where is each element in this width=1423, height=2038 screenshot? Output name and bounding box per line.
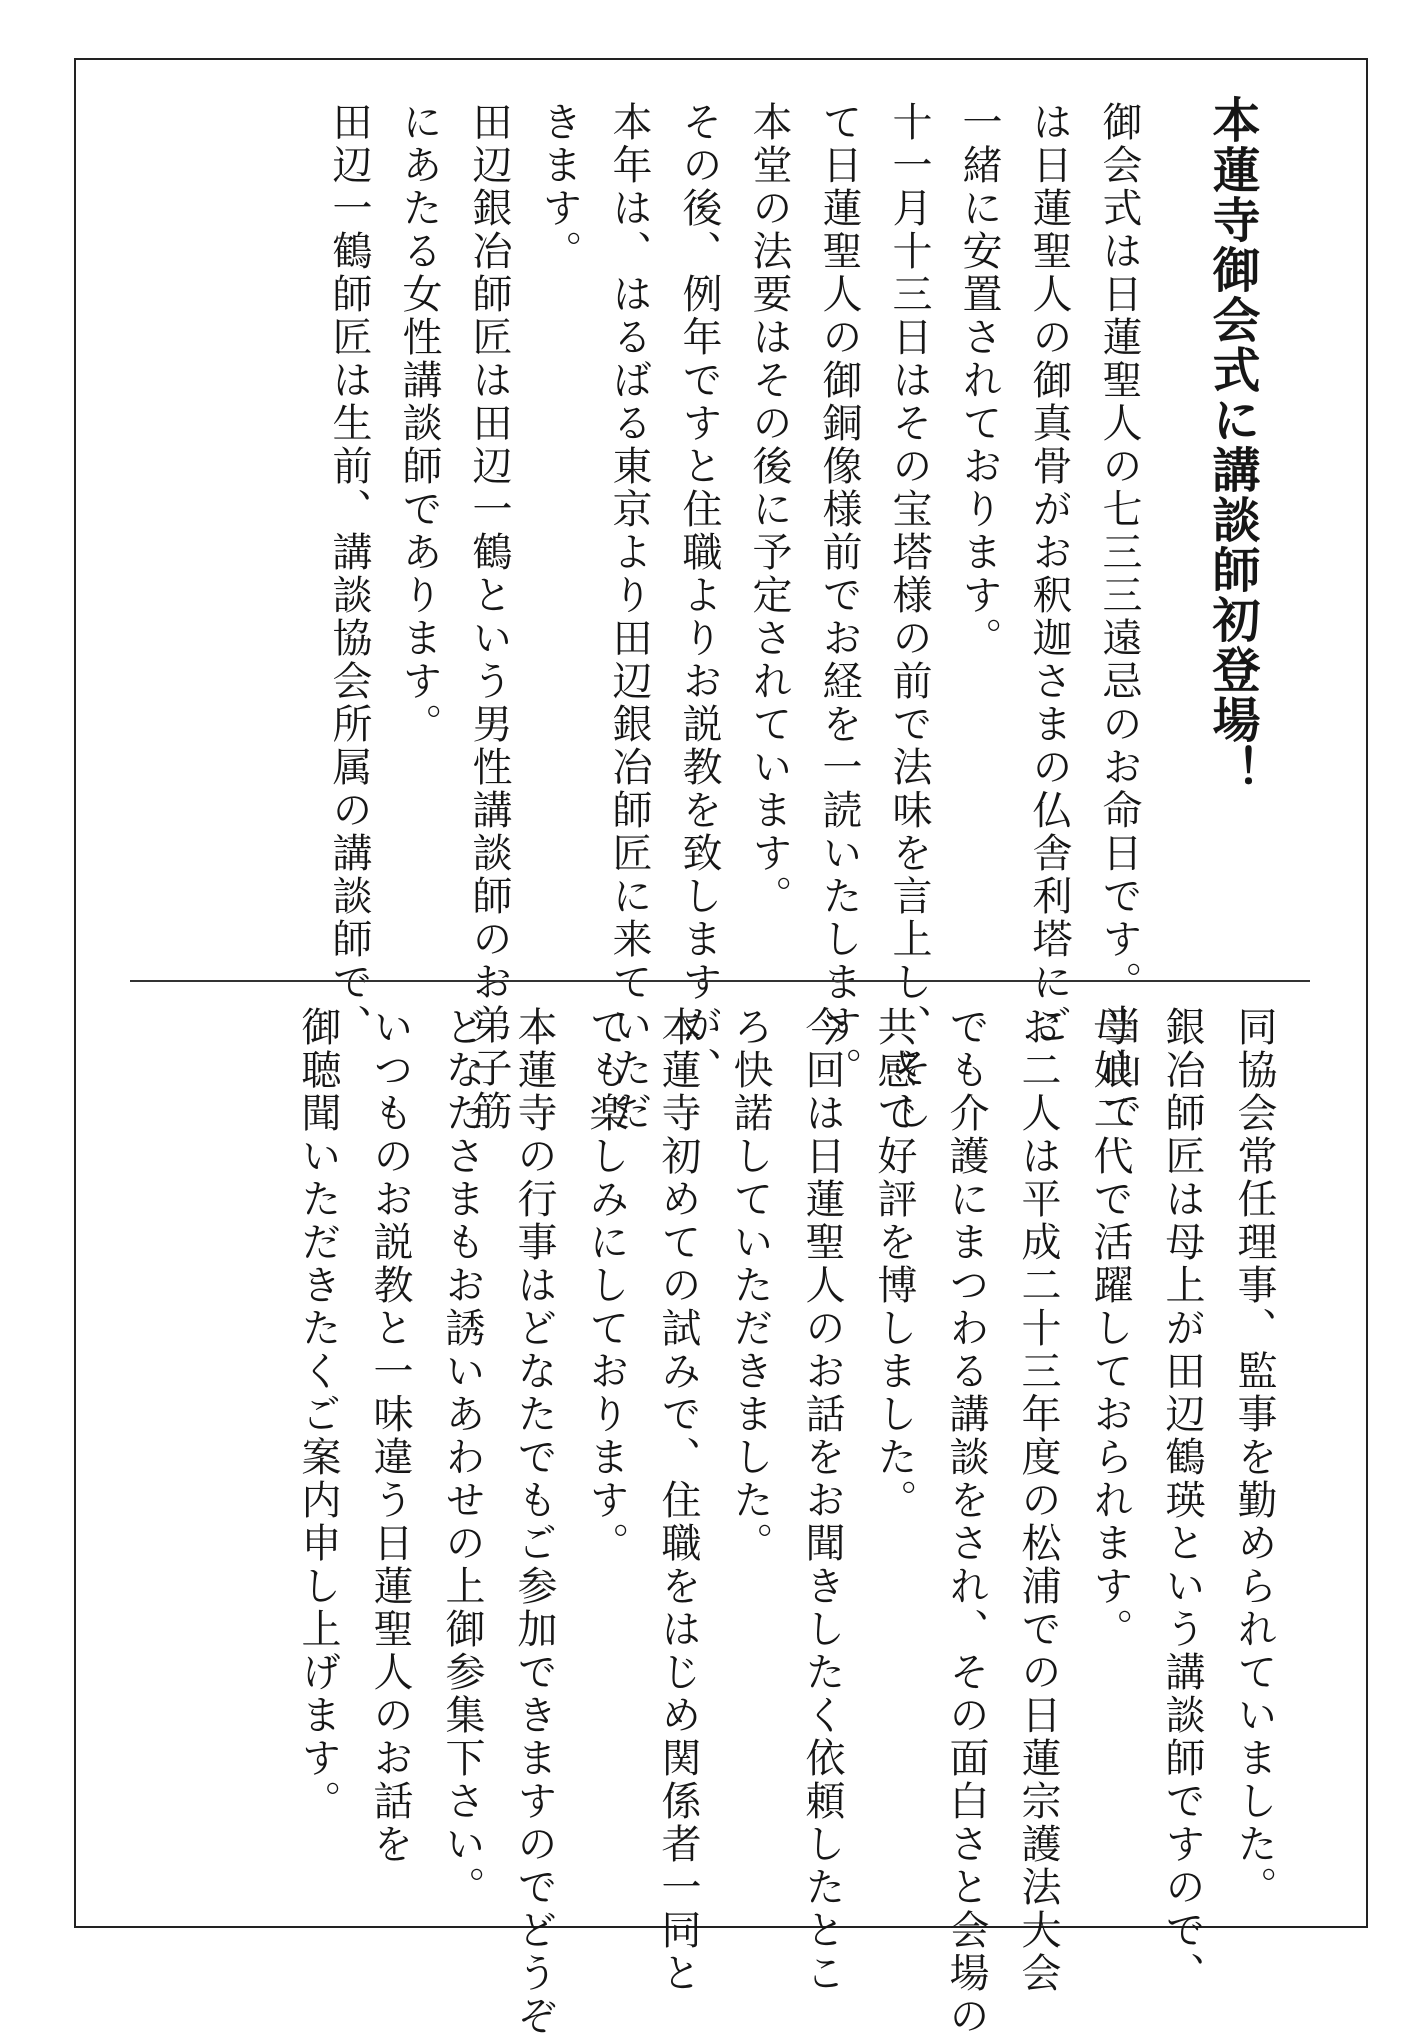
paragraph-line: でも介護にまつわる講談をされ、その面白さと会場の <box>943 1006 989 2038</box>
paragraph-line: 共感で好評を博しました。 <box>871 1006 917 1522</box>
paragraph-line: ろ快諾していただきました。 <box>727 1006 773 1565</box>
paragraph-line: お二人は平成二十三年度の松浦での日蓮宗護法大会 <box>1015 1006 1061 1995</box>
paragraph-line: 本蓮寺初めての試みで、住職をはじめ関係者一同と <box>655 1006 701 1995</box>
top-section <box>150 95 1280 1133</box>
paragraph-line: 本堂の法要はその後に予定されています。 <box>746 101 792 918</box>
paragraph-line: は日蓮聖人の御真骨がお釈迦さまの仏舎利塔にご <box>1026 101 1072 1047</box>
paragraph-line: 銀冶師匠は母上が田辺鶴瑛という講談師ですので、 <box>1159 1006 1205 1995</box>
paragraph-line: 御聴聞いただきたくご案内申し上げます。 <box>295 1006 341 1823</box>
paragraph-line: ても楽しみにしております。 <box>583 1006 629 1565</box>
title-spacer <box>1154 95 1184 940</box>
section-divider <box>130 980 1310 982</box>
paragraph-line: 一緒に安置されております。 <box>956 101 1002 660</box>
paragraph-line: 母娘二代で活躍しておられます。 <box>1087 1006 1133 1651</box>
article-title: 本蓮寺御会式に講談師初登場！ <box>1204 95 1260 795</box>
paragraph-line: きます。 <box>536 101 582 273</box>
paragraph-line: 今回は日蓮聖人のお話をお聞きしたく依頼したとこ <box>799 1006 845 1995</box>
paragraph-line: いつものお説教と一味違う日蓮聖人のお話を <box>367 1006 413 1866</box>
paragraph-line: 十一月十三日はその宝塔様の前で法味を言上し、そし <box>886 101 932 1133</box>
paragraph-line: どなたさまもお誘いあわせの上御参集下さい。 <box>439 1006 485 1909</box>
paragraph-line: て日蓮聖人の御銅像様前でお経を一読いたします。 <box>816 101 862 1090</box>
paragraph-line: その後、例年ですと住職よりお説教を致しますが、 <box>676 101 722 1090</box>
paragraph-line: 御会式は日蓮聖人の七三三遠忌のお命日です。当山で <box>1096 101 1142 1133</box>
paragraph-line: 本蓮寺の行事はどなたでもご参加できますのでどうぞ <box>511 1006 557 2038</box>
paragraph-line: 田辺一鶴師匠は生前、講談協会所属の講談師で、 <box>326 101 372 1047</box>
bottom-section <box>140 1000 1290 2038</box>
paragraph-line: 田辺銀冶師匠は田辺一鶴という男性講談師のお弟子筋 <box>466 101 512 1133</box>
paragraph-line: 本年は、はるばる東京より田辺銀冶師匠に来ていただ <box>606 101 652 1133</box>
paragraph-line: 同協会常任理事、監事を勤められていました。 <box>1231 1006 1277 1909</box>
paragraph-line: にあたる女性講談師であります。 <box>396 101 442 746</box>
